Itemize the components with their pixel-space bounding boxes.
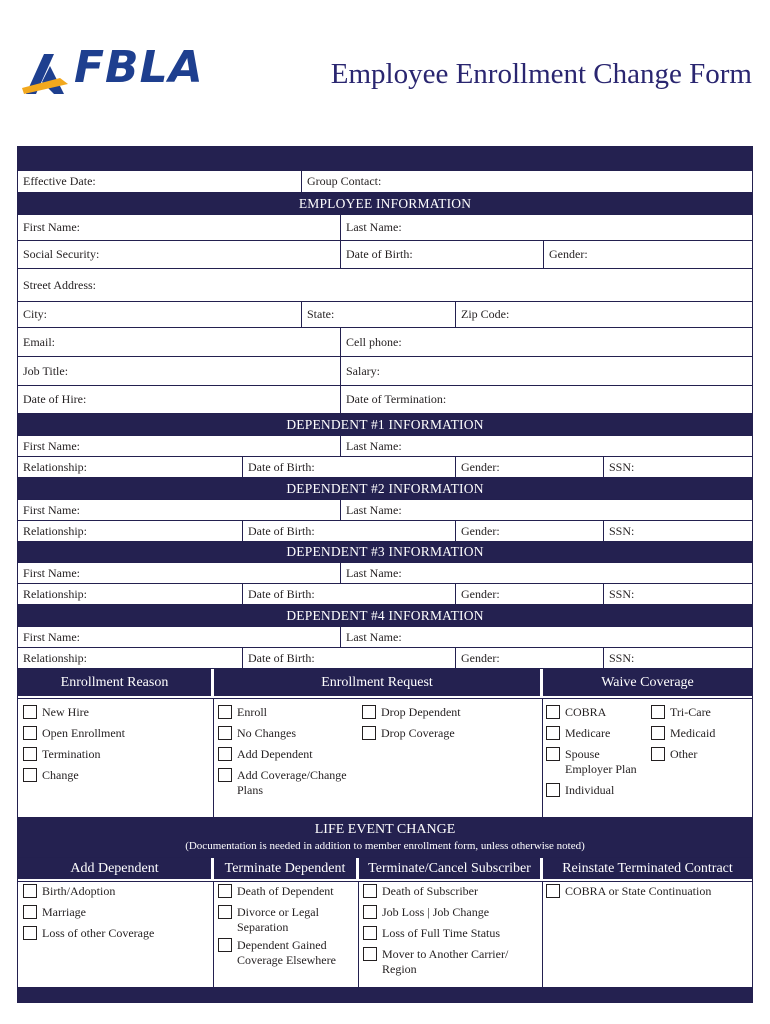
city-field[interactable]: City: [23,307,48,321]
dependent-1-dob-field[interactable]: Date of Birth: [242,457,455,477]
dependent-1-name-row [18,436,752,457]
life-event-note: (Documentation is needed in addition to member enrollment form, unless otherwise noted) [185,840,585,852]
dependent-1-banner: DEPENDENT #1 INFORMATION [18,414,752,436]
life-event-banner [18,818,752,858]
waive-coverage-header: Waive Coverage [543,669,752,696]
dependent-4-first-name-field[interactable]: First Name: [23,629,80,644]
dependent-2-detail-row [18,521,752,542]
group-contact-field[interactable]: Group Contact: [301,171,752,192]
dependent-2-banner: DEPENDENT #2 INFORMATION [18,478,752,500]
terminate-subscriber-column [358,882,542,987]
loss-of-full-time-checkbox[interactable]: Loss of Full Time Status [363,926,500,941]
checkbox-icon[interactable] [651,726,665,740]
checkbox-icon[interactable] [218,726,232,740]
job-loss-change-checkbox[interactable]: Job Loss | Job Change [363,905,489,920]
spouse-employer-plan-checkbox[interactable]: Spouse Employer Plan [546,747,637,777]
dependent-1-relationship-field[interactable]: Relationship: [23,459,87,474]
mover-to-another-carrier-checkbox[interactable]: Mover to Another Carrier/ Region [363,947,508,977]
enrollment-reason-header: Enrollment Reason [18,669,211,696]
fbla-logo-mark-icon [20,48,72,100]
checkbox-icon[interactable] [218,884,232,898]
social-security-field[interactable]: Social Security: [23,247,100,261]
dependent-4-last-name-field[interactable]: Last Name: [340,627,752,647]
enrollment-form [17,146,753,1003]
street-row [18,269,752,302]
dependent-gained-coverage-checkbox[interactable]: Dependent Gained Coverage Elsewhere [218,938,336,968]
zip-code-field[interactable]: Zip Code: [455,302,752,327]
top-info-row [18,171,752,193]
checkbox-icon[interactable] [546,747,560,761]
enrollment-options-area [18,699,752,818]
employee-dob-field[interactable]: Date of Birth: [340,241,543,268]
life-event-title: LIFE EVENT CHANGE [314,822,456,837]
dependent-2-relationship-field[interactable]: Relationship: [23,523,87,538]
dependent-3-ssn-field[interactable]: SSN: [603,584,752,604]
city-row [18,302,752,328]
cobra-checkbox[interactable]: COBRA [546,705,606,720]
dependent-1-gender-field[interactable]: Gender: [455,457,603,477]
page-title: Employee Enrollment Change Form [330,58,752,90]
employee-last-name-field[interactable]: Last Name: [340,215,752,240]
dependent-2-first-name-field[interactable]: First Name: [23,502,80,517]
enrollment-request-column [213,699,542,817]
dependent-3-last-name-field[interactable]: Last Name: [340,563,752,583]
other-checkbox[interactable]: Other [651,747,697,762]
dependent-1-first-name-field[interactable]: First Name: [23,438,80,453]
form-bottom-bar [18,988,752,1002]
dependent-2-gender-field[interactable]: Gender: [455,521,603,541]
job-title-field[interactable]: Job Title: [23,363,69,378]
terminate-dependent-header: Terminate Dependent [214,858,356,879]
add-dependent-column [18,882,213,987]
dependent-2-last-name-field[interactable]: Last Name: [340,500,752,520]
checkbox-icon[interactable] [23,705,37,719]
termination-checkbox[interactable]: Termination [23,747,100,762]
dependent-3-first-name-field[interactable]: First Name: [23,565,80,580]
add-dependent-header: Add Dependent [18,858,211,879]
employee-first-name-field[interactable]: First Name: [23,220,80,234]
dependent-4-relationship-field[interactable]: Relationship: [23,650,87,665]
dependent-4-banner: DEPENDENT #4 INFORMATION [18,605,752,627]
new-hire-checkbox[interactable]: New Hire [23,705,89,720]
dependent-2-name-row [18,500,752,521]
terminate-dependent-column [213,882,358,987]
checkbox-icon[interactable] [218,905,232,919]
checkbox-icon[interactable] [23,905,37,919]
dependent-1-ssn-field[interactable]: SSN: [603,457,752,477]
change-checkbox[interactable]: Change [23,768,79,783]
checkbox-icon[interactable] [363,905,377,919]
terminate-subscriber-header: Terminate/Cancel Subscriber [359,858,540,879]
enrollment-reason-column [18,699,213,817]
checkbox-icon[interactable] [546,884,560,898]
contact-row [18,328,752,357]
tri-care-checkbox[interactable]: Tri-Care [651,705,711,720]
dependent-4-gender-field[interactable]: Gender: [455,648,603,668]
employee-info-banner: EMPLOYEE INFORMATION [18,193,752,215]
checkbox-icon[interactable] [546,726,560,740]
death-of-subscriber-checkbox[interactable]: Death of Subscriber [363,884,478,899]
dependent-3-relationship-field[interactable]: Relationship: [23,586,87,601]
death-of-dependent-checkbox[interactable]: Death of Dependent [218,884,334,899]
enrollment-request-header: Enrollment Request [214,669,540,696]
drop-dependent-checkbox[interactable]: Drop Dependent [362,705,461,720]
checkbox-icon[interactable] [23,926,37,940]
hire-row [18,386,752,414]
dependent-3-gender-field[interactable]: Gender: [455,584,603,604]
reinstate-contract-column [542,882,752,987]
cell-phone-field[interactable]: Cell phone: [340,328,752,356]
divorce-separation-checkbox[interactable]: Divorce or Legal Separation [218,905,319,935]
dependent-1-last-name-field[interactable]: Last Name: [340,436,752,456]
dependent-4-detail-row [18,648,752,669]
reinstate-contract-header: Reinstate Terminated Contract [543,858,752,879]
checkbox-icon[interactable] [546,705,560,719]
state-field[interactable]: State: [301,302,455,327]
dependent-1-detail-row [18,457,752,478]
fbla-logo [20,42,210,100]
job-row [18,357,752,386]
marriage-checkbox[interactable]: Marriage [23,905,86,920]
dependent-2-dob-field[interactable]: Date of Birth: [242,521,455,541]
cobra-state-continuation-checkbox[interactable]: COBRA or State Continuation [546,884,711,899]
medicare-checkbox[interactable]: Medicare [546,726,610,741]
checkbox-icon[interactable] [218,747,232,761]
dependent-3-banner: DEPENDENT #3 INFORMATION [18,542,752,563]
street-address-field[interactable]: Street Address: [23,277,96,292]
checkbox-icon[interactable] [651,705,665,719]
life-event-headers-row [18,858,752,882]
birth-adoption-checkbox[interactable]: Birth/Adoption [23,884,115,899]
date-of-hire-field[interactable]: Date of Hire: [23,392,87,406]
employee-ssn-row [18,241,752,269]
dependent-2-ssn-field[interactable]: SSN: [603,521,752,541]
waive-coverage-column [542,699,752,817]
employee-gender-field[interactable]: Gender: [543,241,752,268]
dependent-4-dob-field[interactable]: Date of Birth: [242,648,455,668]
add-dependent-checkbox[interactable]: Add Dependent [218,747,313,762]
checkbox-icon[interactable] [651,747,665,761]
enroll-checkbox[interactable]: Enroll [218,705,267,720]
checkbox-icon[interactable] [363,947,377,961]
salary-field[interactable]: Salary: [340,357,752,385]
date-of-termination-field[interactable]: Date of Termination: [340,386,752,413]
dependent-3-dob-field[interactable]: Date of Birth: [242,584,455,604]
life-event-options-area [18,882,752,988]
loss-of-other-coverage-checkbox[interactable]: Loss of other Coverage [23,926,154,941]
checkbox-icon[interactable] [23,726,37,740]
dependent-3-detail-row [18,584,752,605]
employee-name-row [18,215,752,241]
add-coverage-change-plans-checkbox[interactable]: Add Coverage/Change Plans [218,768,347,798]
checkbox-icon[interactable] [23,768,37,782]
checkbox-icon[interactable] [362,726,376,740]
medicaid-checkbox[interactable]: Medicaid [651,726,715,741]
email-field[interactable]: Email: [23,334,55,349]
dependent-4-ssn-field[interactable]: SSN: [603,648,752,668]
individual-checkbox[interactable]: Individual [546,783,614,798]
checkbox-icon[interactable] [218,705,232,719]
checkbox-icon[interactable] [363,884,377,898]
dependent-3-name-row [18,563,752,584]
dependent-4-name-row [18,627,752,648]
effective-date-field[interactable]: Effective Date: [23,174,96,188]
enrollment-headers-row [18,669,752,699]
checkbox-icon[interactable] [23,884,37,898]
drop-coverage-checkbox[interactable]: Drop Coverage [362,726,455,741]
form-top-bar [18,147,752,171]
checkbox-icon[interactable] [363,926,377,940]
checkbox-icon[interactable] [362,705,376,719]
logo-wordmark: FBLA [74,42,204,93]
open-enrollment-checkbox[interactable]: Open Enrollment [23,726,125,741]
checkbox-icon[interactable] [218,768,232,782]
checkbox-icon[interactable] [23,747,37,761]
no-changes-checkbox[interactable]: No Changes [218,726,296,741]
checkbox-icon[interactable] [546,783,560,797]
checkbox-icon[interactable] [218,938,232,952]
